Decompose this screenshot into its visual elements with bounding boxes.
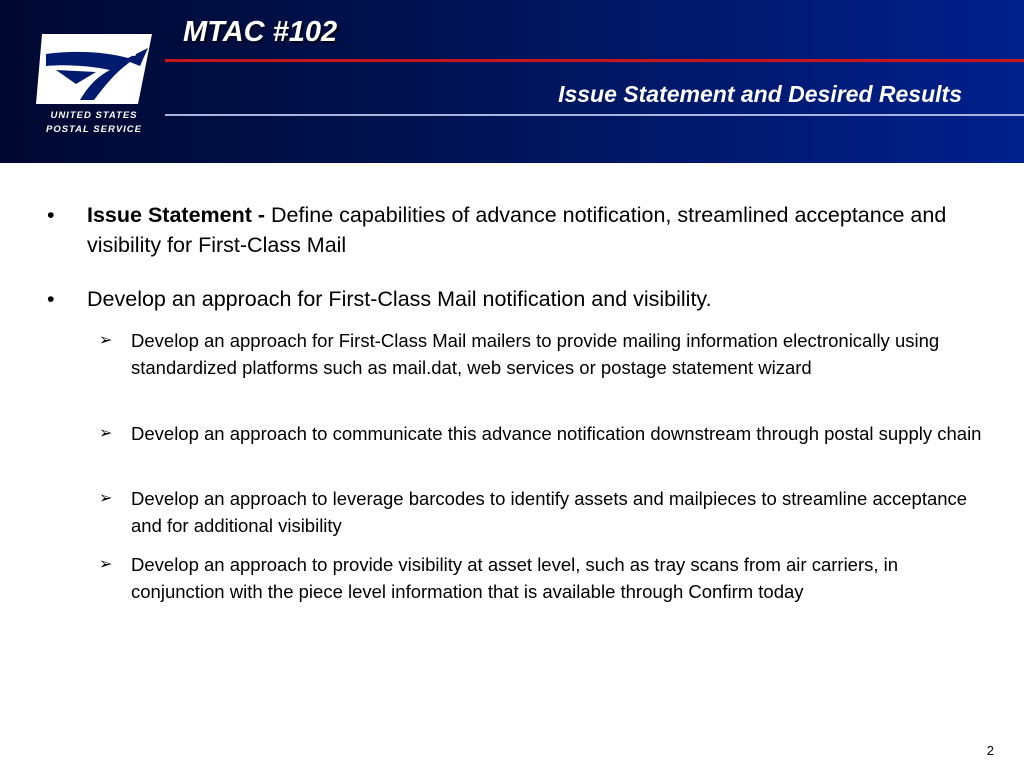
sub-bullet-text: Develop an approach for First-Class Mail mailers to provide mailing information electronically using standardized platforms such as mail.dat, web services or postage statement wizard [131,330,940,378]
title-divider-red [165,59,1024,62]
usps-logo [32,32,156,142]
sub-bullet-text: Develop an approach to communicate this advance notification downstream through postal supply chain [131,423,982,444]
usps-eagle-icon [36,32,152,106]
logo-text-line2: POSTAL SERVICE [46,124,142,135]
sub-bullet-asset-visibility [99,551,991,605]
bullet-text: Develop an approach for First-Class Mail notification and visibility. [87,287,712,311]
sub-bullet-text: Develop an approach to leverage barcodes to identify assets and mailpieces to streamline acceptance and for additional visibility [131,488,968,536]
slide-title: MTAC #102 [183,16,338,48]
bullet-marker: • [47,203,55,227]
sub-bullet-mailers [99,327,991,381]
bullet-label: Issue Statement - [87,203,271,227]
arrow-bullet-icon: ➢ [99,425,113,442]
sub-bullet-downstream [99,420,991,447]
arrow-bullet-icon: ➢ [99,490,113,507]
arrow-bullet-icon: ➢ [99,332,113,349]
sub-bullet-barcodes [99,485,991,539]
slide-header [0,0,1024,163]
page-number: 2 [986,743,994,758]
sub-bullet-text: Develop an approach to provide visibility at asset level, such as tray scans from air carriers, in conjunction with the piece level information that is available through Confirm today [131,554,899,602]
bullet-develop-approach [47,284,977,314]
arrow-bullet-icon: ➢ [99,556,113,573]
logo-text-line1: UNITED STATES [50,110,138,121]
slide-subtitle: Issue Statement and Desired Results [558,81,962,107]
bullet-text: Define capabilities of advance notification, streamlined acceptance and visibility for First-Class Mail [87,203,947,257]
subtitle-divider [165,114,1024,116]
bullet-marker: • [47,287,55,311]
bullet-issue-statement [47,200,977,260]
